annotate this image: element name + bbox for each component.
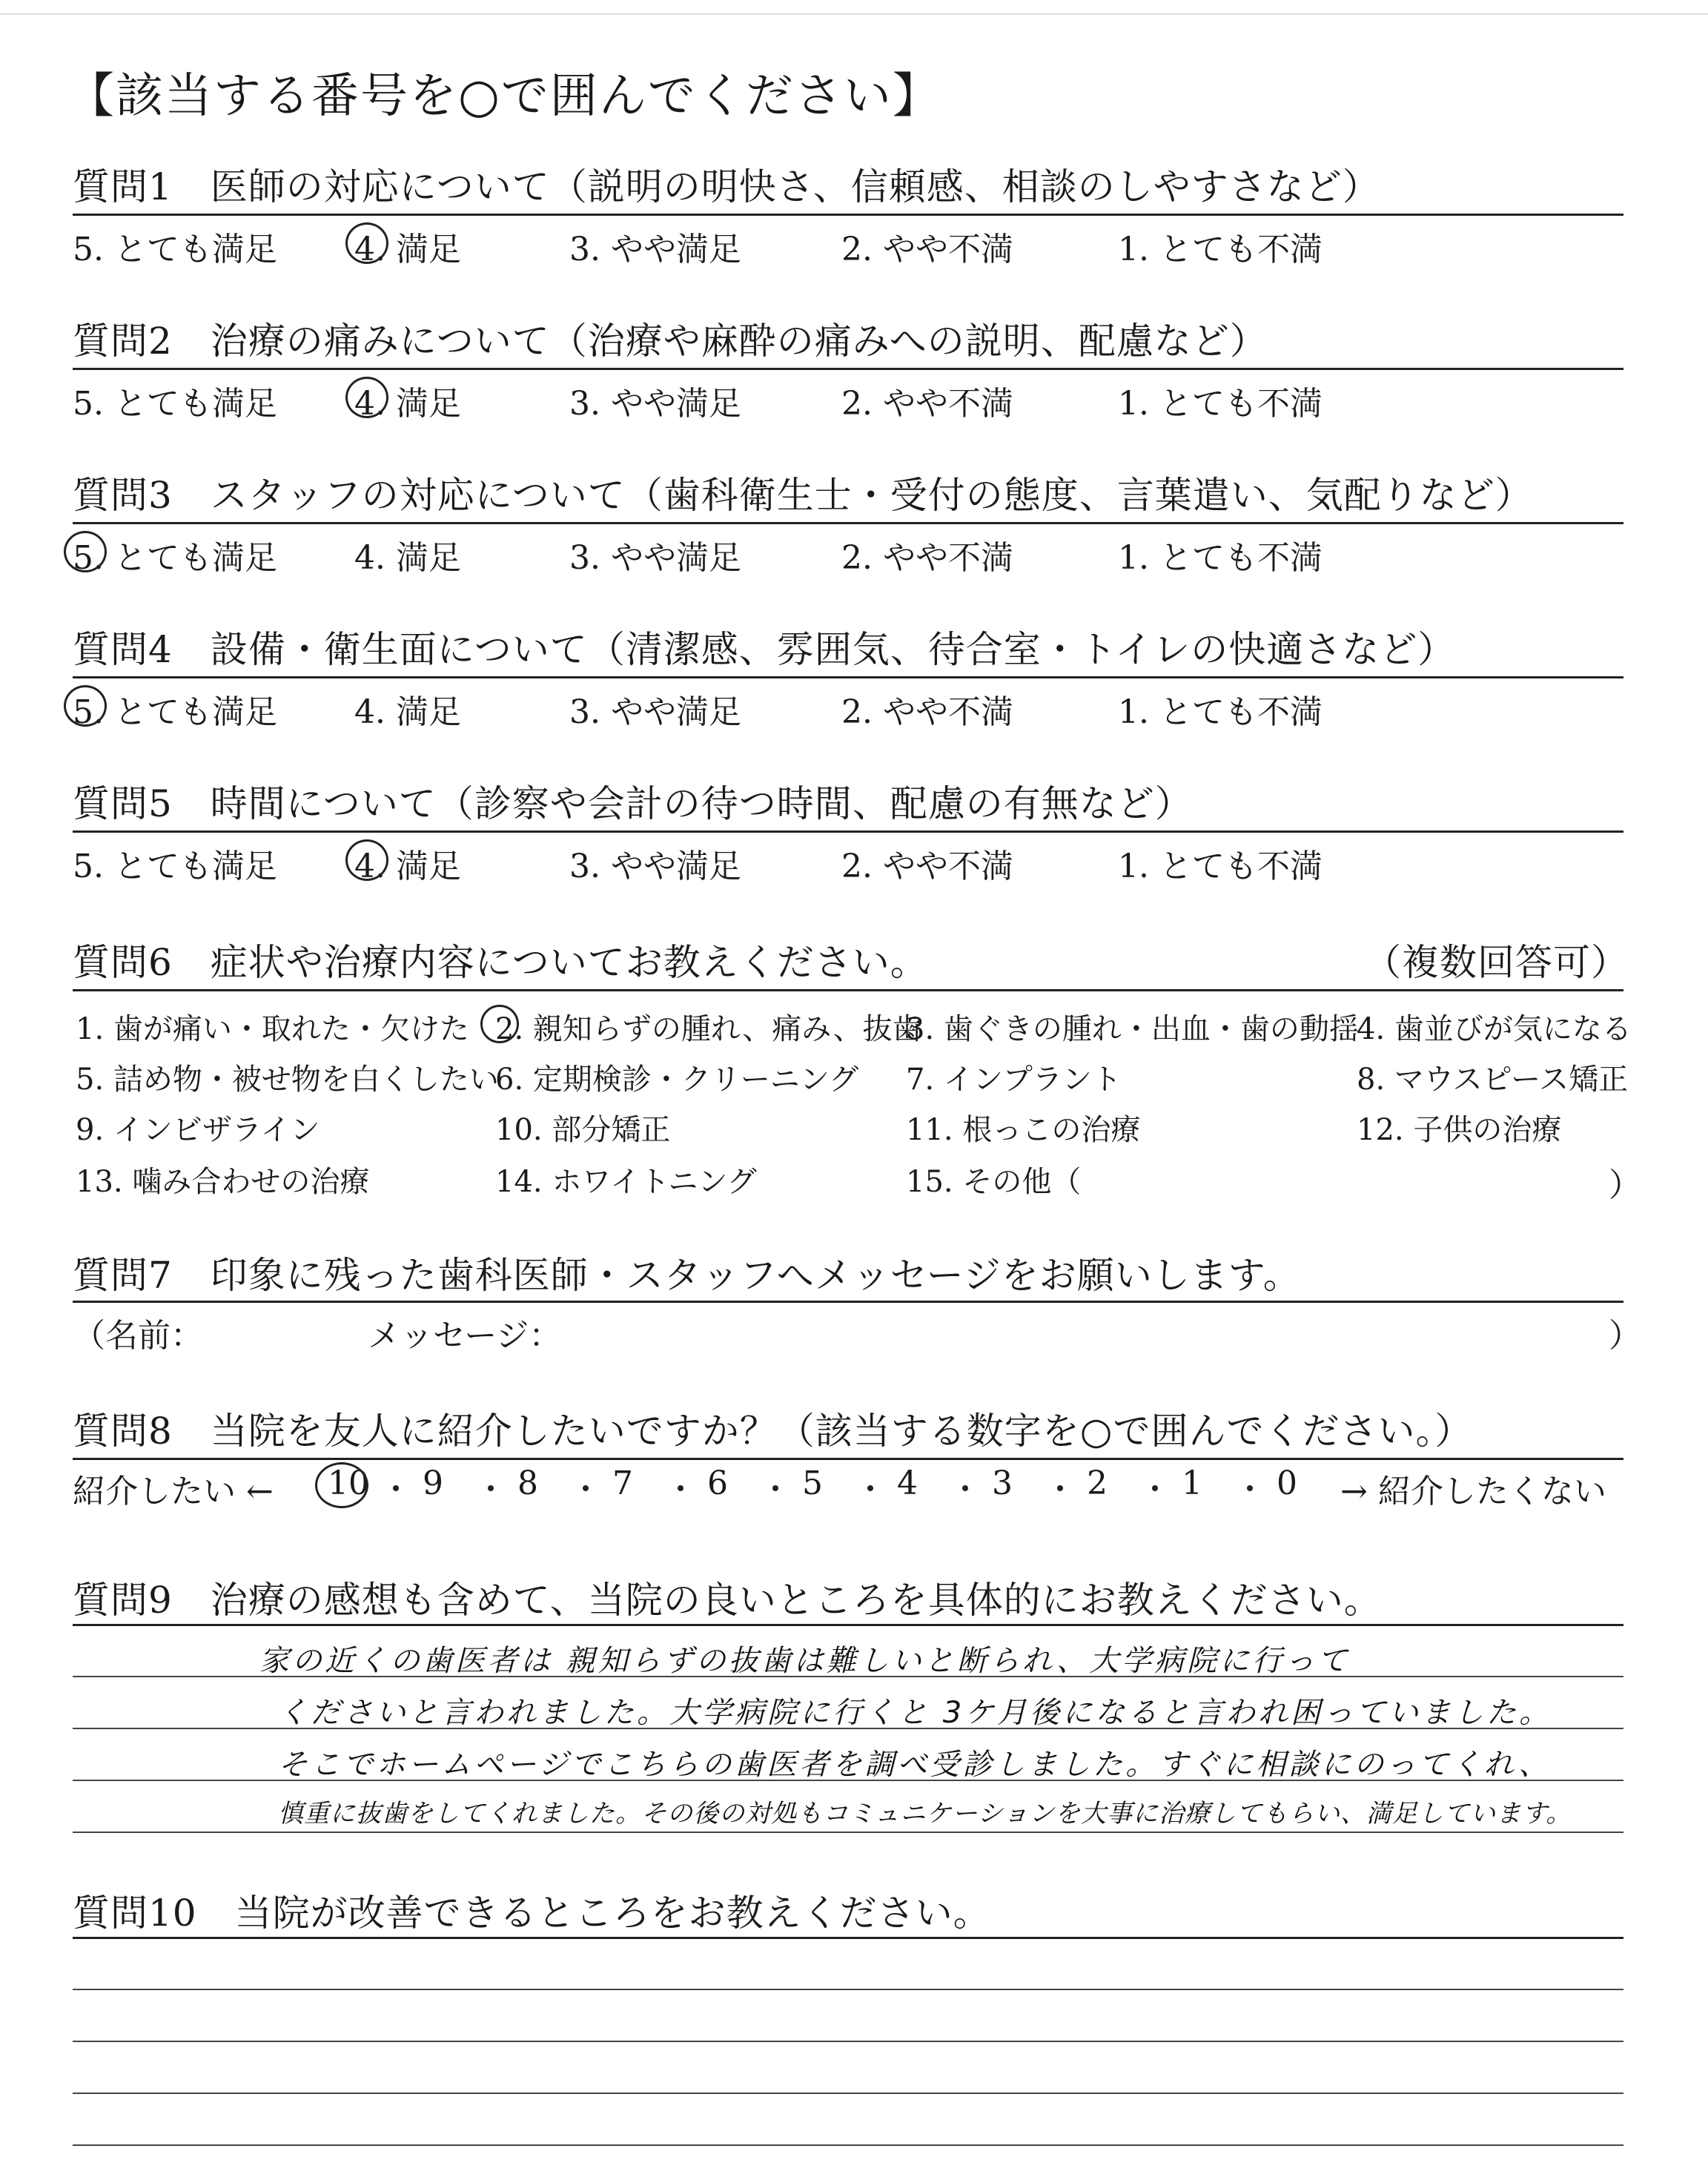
q9-label: 質問9 治療の感想も含めて、当院の良いところを具体的にお教えください。 bbox=[73, 1579, 1382, 1622]
q6-selected-circle bbox=[480, 1005, 519, 1043]
scan-top-edge bbox=[0, 13, 1708, 15]
question-2-selected-circle bbox=[345, 377, 388, 418]
q6-option-8[interactable]: 8. マウスピース矯正 bbox=[1357, 1063, 1629, 1097]
question-3-rule bbox=[73, 522, 1623, 524]
q8-separator-dot bbox=[1247, 1485, 1253, 1491]
q8-left-label: 紹介したい ← bbox=[73, 1473, 274, 1510]
q8-scale-value[interactable]: 10 bbox=[328, 1464, 369, 1502]
question-4-label: 質問4 設備・衛生面について（清潔感、雰囲気、待合室・トイレの快適さなど） bbox=[73, 628, 1456, 671]
q8-right-label: → 紹介したくない bbox=[1340, 1473, 1606, 1510]
question-1-rule bbox=[73, 214, 1623, 216]
q6-option-4[interactable]: 4. 歯並びが気になる bbox=[1357, 1012, 1632, 1046]
question-1-label: 質問1 医師の対応について（説明の明快さ、信頼感、相談のしやすさなど） bbox=[73, 165, 1380, 208]
q8-separator-dot bbox=[393, 1485, 399, 1491]
q6-option-12[interactable]: 12. 子供の治療 bbox=[1357, 1113, 1562, 1147]
q8-scale-value[interactable]: 5 bbox=[802, 1464, 823, 1502]
q7-label: 質問7 印象に残った歯科医師・スタッフへメッセージをお願いします。 bbox=[73, 1254, 1301, 1297]
q6-option-5[interactable]: 5. 詰め物・被せ物を白くしたい bbox=[76, 1063, 499, 1097]
question-2-label: 質問2 治療の痛みについて（治療や麻酔の痛みへの説明、配慮など） bbox=[73, 320, 1268, 363]
q6-option-7[interactable]: 7. インプラント bbox=[906, 1063, 1122, 1097]
q8-scale-value[interactable]: 1 bbox=[1182, 1464, 1202, 1502]
q8-scale-value[interactable]: 8 bbox=[517, 1464, 538, 1502]
question-4-option[interactable]: 2. やや不満 bbox=[841, 693, 1013, 731]
question-2-option[interactable]: 1. とても不満 bbox=[1118, 385, 1323, 423]
q6-option-2[interactable]: 2. 親知らずの腫れ、痛み、抜歯 bbox=[495, 1012, 922, 1046]
q8-separator-dot bbox=[678, 1485, 683, 1491]
question-3-option[interactable]: 1. とても不満 bbox=[1118, 539, 1323, 577]
question-4-option[interactable]: 4. 満足 bbox=[354, 693, 461, 731]
question-1-option[interactable]: 4. 満足 bbox=[354, 231, 461, 268]
q6-option-1[interactable]: 1. 歯が痛い・取れた・欠けた bbox=[76, 1012, 469, 1046]
question-5-option[interactable]: 2. やや不満 bbox=[841, 848, 1013, 885]
question-3-option[interactable]: 2. やや不満 bbox=[841, 539, 1013, 577]
q6-option-11[interactable]: 11. 根っこの治療 bbox=[906, 1113, 1141, 1147]
question-3-label: 質問3 スタッフの対応について（歯科衛生士・受付の態度、言葉遣い、気配りなど） bbox=[73, 474, 1533, 517]
q8-separator-dot bbox=[583, 1485, 589, 1491]
question-1-option[interactable]: 1. とても不満 bbox=[1118, 231, 1323, 268]
q8-rule bbox=[73, 1458, 1623, 1460]
question-2-option[interactable]: 5. とても満足 bbox=[73, 385, 277, 423]
q8-scale-value[interactable]: 4 bbox=[897, 1464, 918, 1502]
q6-option-14[interactable]: 14. ホワイトニング bbox=[495, 1165, 757, 1199]
question-5-option[interactable]: 4. 満足 bbox=[354, 848, 461, 885]
question-1-selected-circle bbox=[345, 222, 388, 264]
question-3-option[interactable]: 4. 満足 bbox=[354, 539, 461, 577]
q6-option-6[interactable]: 6. 定期検診・クリーニング bbox=[495, 1063, 859, 1097]
q6-option-15[interactable]: 15. その他（ bbox=[906, 1165, 1082, 1199]
question-4-rule bbox=[73, 676, 1623, 678]
q6-option-3[interactable]: 3. 歯ぐきの腫れ・出血・歯の動揺 bbox=[906, 1012, 1359, 1046]
question-5-option[interactable]: 1. とても不満 bbox=[1118, 848, 1323, 885]
q8-separator-dot bbox=[867, 1485, 873, 1491]
q6-rule bbox=[73, 989, 1623, 991]
question-2-option[interactable]: 3. やや満足 bbox=[569, 385, 741, 423]
q10-line bbox=[73, 2041, 1623, 2042]
q9-line bbox=[73, 1832, 1623, 1833]
question-3-selected-circle bbox=[64, 531, 107, 572]
question-1-option[interactable]: 2. やや不満 bbox=[841, 231, 1013, 268]
question-5-option[interactable]: 3. やや満足 bbox=[569, 848, 741, 885]
q8-scale-value[interactable]: 6 bbox=[707, 1464, 728, 1502]
question-3-option[interactable]: 5. とても満足 bbox=[73, 539, 277, 577]
question-1-option[interactable]: 5. とても満足 bbox=[73, 231, 277, 268]
q10-rule bbox=[73, 1937, 1623, 1939]
q10-line bbox=[73, 2144, 1623, 2146]
q10-line bbox=[73, 1989, 1623, 1990]
q6-option-13[interactable]: 13. 噛み合わせの治療 bbox=[76, 1165, 370, 1199]
question-5-rule bbox=[73, 830, 1623, 833]
q6-close-paren: ） bbox=[1609, 1166, 1641, 1204]
question-5-option[interactable]: 5. とても満足 bbox=[73, 848, 277, 885]
q9-handwritten-line-3: そこでホームページでこちらの歯医者を調べ受診しました。すぐに相談にのってくれ、 bbox=[278, 1748, 1552, 1782]
question-1-option[interactable]: 3. やや満足 bbox=[569, 231, 741, 268]
question-4-selected-circle bbox=[64, 685, 107, 727]
question-4-option[interactable]: 1. とても不満 bbox=[1118, 693, 1323, 731]
q6-note: （複数回答可） bbox=[1364, 941, 1629, 984]
q8-selected-circle bbox=[315, 1462, 368, 1508]
q10-label: 質問10 当院が改善できるところをお教えください。 bbox=[73, 1892, 991, 1935]
q8-scale-value[interactable]: 2 bbox=[1087, 1464, 1108, 1502]
q8-separator-dot bbox=[1152, 1485, 1158, 1491]
question-3-option[interactable]: 3. やや満足 bbox=[569, 539, 741, 577]
q7-rule bbox=[73, 1301, 1623, 1303]
q6-option-10[interactable]: 10. 部分矯正 bbox=[495, 1113, 671, 1147]
question-2-rule bbox=[73, 368, 1623, 370]
q8-scale-value[interactable]: 0 bbox=[1277, 1464, 1297, 1502]
question-4-option[interactable]: 5. とても満足 bbox=[73, 693, 277, 731]
q8-scale-value[interactable]: 9 bbox=[423, 1464, 443, 1502]
q6-label: 質問6 症状や治療内容についてお教えください。 bbox=[73, 941, 928, 984]
page-title: 【該当する番号を○で囲んでください】 bbox=[67, 69, 941, 124]
q8-separator-dot bbox=[1057, 1485, 1063, 1491]
question-5-label: 質問5 時間について（診察や会計の待つ時間、配慮の有無など） bbox=[73, 782, 1193, 825]
q10-line bbox=[73, 2093, 1623, 2094]
question-5-selected-circle bbox=[345, 839, 388, 881]
q8-scale-value[interactable]: 7 bbox=[612, 1464, 633, 1502]
q8-scale-value[interactable]: 3 bbox=[992, 1464, 1013, 1502]
q8-separator-dot bbox=[772, 1485, 778, 1491]
q8-label: 質問8 当院を友人に紹介したいですか？（該当する数字を○で囲んでください。） bbox=[73, 1410, 1473, 1453]
q8-separator-dot bbox=[488, 1485, 494, 1491]
q7-name-label: （名前： bbox=[73, 1317, 203, 1355]
question-2-option[interactable]: 4. 満足 bbox=[354, 385, 461, 423]
q9-handwritten-line-4: 慎重に抜歯をしてくれました。その後の対処もコミュニケーションを大事に治療してもらい、満足しています。 bbox=[278, 1799, 1572, 1829]
question-2-option[interactable]: 2. やや不満 bbox=[841, 385, 1013, 423]
q9-handwritten-line-2: くださいと言われました。大学病院に行くと 3ケ月後になると言われ困っていました。 bbox=[278, 1696, 1552, 1730]
q7-message-label: メッセージ： bbox=[368, 1317, 562, 1355]
q8-separator-dot bbox=[962, 1485, 968, 1491]
question-4-option[interactable]: 3. やや満足 bbox=[569, 693, 741, 731]
q7-close-paren: ） bbox=[1609, 1317, 1641, 1355]
q6-option-9[interactable]: 9. インビザライン bbox=[76, 1113, 320, 1147]
q9-handwritten-line-1: 家の近くの歯医者は 親知らずの抜歯は難しいと断られ、大学病院に行って bbox=[259, 1644, 1351, 1678]
q9-rule bbox=[73, 1624, 1623, 1626]
